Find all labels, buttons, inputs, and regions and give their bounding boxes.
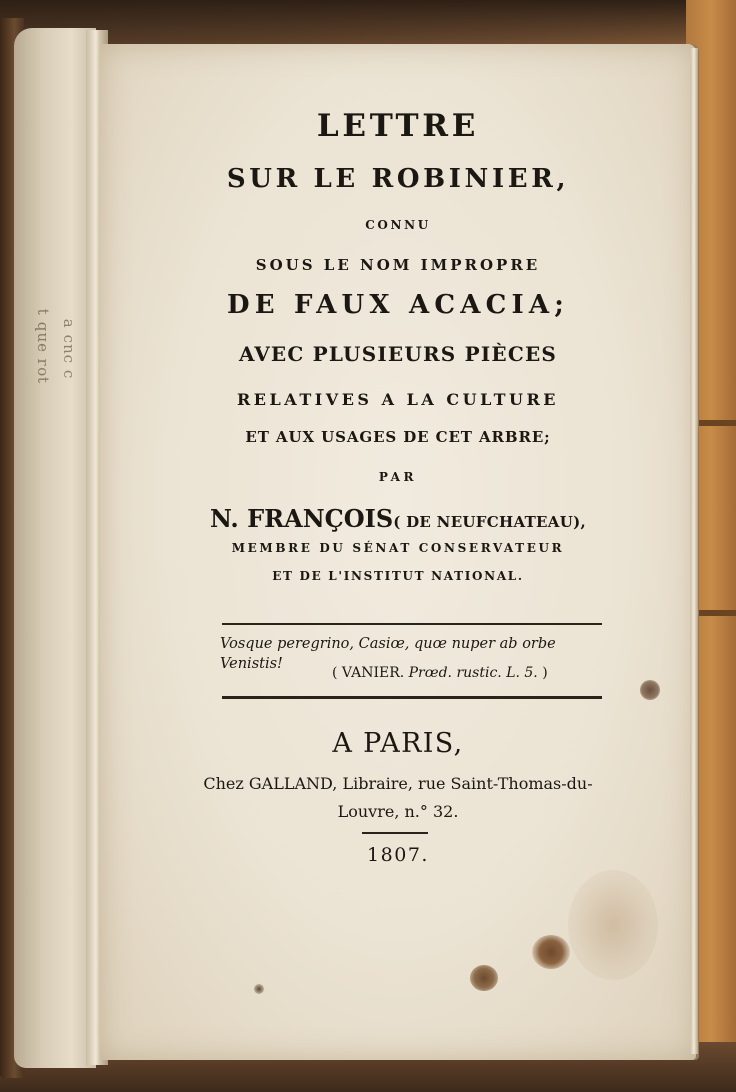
author-line [100,504,696,533]
citation-paren: ( [332,665,342,681]
title-line: LETTRE [316,108,480,144]
rule-top [222,623,602,625]
imprint-line: Chez GALLAND, Libraire, rue Saint-Thomas-du- [203,774,593,793]
citation-work: Prœd. rustic. L. 5. [404,665,538,681]
title-line: RELATIVES A LA CULTURE [236,390,560,409]
left-page [14,28,96,1068]
title-line: PAR [378,470,418,484]
citation-author: VANIER. [341,665,405,681]
author-name: N. FRANÇOIS [209,504,394,533]
title-line: AVEC PLUSIEURS PIÈCES [238,342,558,366]
epigraph-citation [332,665,548,681]
affiliation-line: MEMBRE DU SÉNAT CONSERVATEUR [231,541,565,555]
title-line: SOUS LE NOM IMPROPRE [255,256,541,274]
epigraph-line: Venistis! [220,656,283,672]
title-line: DE FAUX ACACIA; [226,290,570,320]
rule-short [362,832,428,834]
bleed-through-text: ɔ ɔuɔ ɐ [58,318,76,379]
rule-bottom [222,696,602,699]
epigraph-line: Vosque peregrino, Casiœ, quœ nuper ab orbe [220,636,556,652]
citation-paren: ) [537,665,548,681]
title-line: ET AUX USAGES DE CET ARBRE; [245,428,551,446]
imprint-city: A PARIS, [332,728,464,759]
title-page-text [100,44,696,1060]
affiliation-line: ET DE L'INSTITUT NATIONAL. [272,569,524,583]
title-line: CONNU [365,218,431,232]
title-line: SUR LE ROBINIER, [226,164,570,194]
bleed-through-text: ʇoɹ ǝnb ʇ [32,308,50,384]
imprint-line: Louvre, n.° 32. [337,802,459,821]
imprint-year: 1807. [367,844,429,866]
author-place: ( DE NEUFCHATEAU), [393,513,587,531]
